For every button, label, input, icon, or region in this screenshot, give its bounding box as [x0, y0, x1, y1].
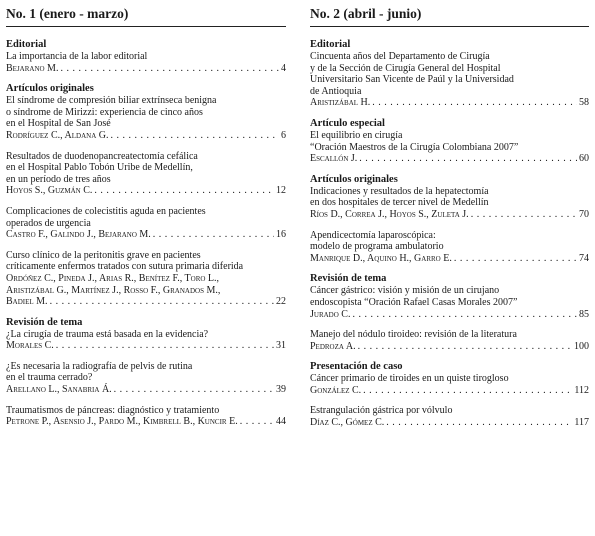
article-title-line: “Oración Maestros de la Cirugía Colombiana 2007” [310, 141, 519, 153]
section-revision-de-tema [310, 273, 589, 352]
section-articulo-especial [310, 118, 589, 165]
page-number: 31 [276, 340, 286, 352]
article-authors: Badiel M. [6, 296, 48, 308]
section-articulos-originales [6, 83, 286, 308]
dot-leader [358, 341, 572, 353]
article-authors: Jurado C. [310, 308, 351, 320]
page-number: 39 [276, 384, 286, 396]
article-authors: Petrone P., Asensio J., Pardo M., Kimbrell B., Kuncir E. [6, 416, 238, 428]
page-number: 4 [281, 62, 286, 74]
dot-leader [359, 153, 577, 165]
page-number: 112 [574, 384, 589, 396]
article-entry[interactable] [310, 230, 589, 265]
issue-column-2 [310, 0, 589, 429]
article-entry[interactable] [310, 373, 589, 396]
page-number: 58 [579, 97, 589, 109]
section-title: Editorial [310, 39, 351, 50]
article-authors: Aristizábal H. [310, 97, 371, 109]
article-title-line: El síndrome de compresión biliar extrínseca benigna [6, 95, 217, 107]
article-entry[interactable] [6, 405, 286, 428]
article-title-line: en el Hospital Pablo Tobón Uribe de Medellín, [6, 162, 193, 174]
article-title-line: Universitario San Vicente de Paúl y la Universidad [310, 74, 514, 86]
article-title-line: en un período de tres años [6, 173, 111, 185]
article-authors: Arellano L., Sanabria Á. [6, 384, 112, 396]
article-entry[interactable] [6, 250, 286, 308]
dot-leader [114, 384, 274, 396]
dot-leader [240, 416, 274, 428]
section-editorial [6, 39, 286, 74]
article-title-line: de Antioquia [310, 85, 362, 97]
page-number: 85 [579, 308, 589, 320]
article-authors: Hoyos S., Guzmán C. [6, 185, 93, 197]
dot-leader [471, 209, 577, 221]
dot-leader [352, 309, 577, 321]
section-revision-de-tema [6, 317, 286, 428]
article-title-line: Complicaciones de colecistitis aguda en pacientes [6, 205, 206, 217]
page-number: 6 [281, 129, 286, 141]
page-number: 74 [579, 252, 589, 264]
page-number: 44 [276, 416, 286, 428]
article-entry[interactable] [310, 51, 589, 109]
article-title-line: Cáncer primario de tiroides en un quiste tirogloso [310, 373, 509, 385]
article-entry[interactable] [310, 130, 589, 165]
page-number: 117 [574, 417, 589, 429]
section-articulos-originales [310, 174, 589, 265]
article-title-line: Resultados de duodenopancreatectomía cefálica [6, 150, 198, 162]
article-title-line: El equilibrio en cirugía [310, 129, 403, 141]
dot-leader [56, 340, 274, 352]
dot-leader [111, 130, 279, 142]
article-entry[interactable] [310, 405, 589, 428]
page-number: 100 [574, 340, 589, 352]
article-authors: Castro F., Galindo J., Bejarano M. [6, 229, 151, 241]
article-entry[interactable] [6, 95, 286, 141]
article-authors: Morales C. [6, 340, 54, 352]
article-title-line: en el Hospital de San José [6, 118, 111, 130]
dot-leader [454, 253, 577, 265]
article-title-line: Curso clínico de la peritonitis grave en pacientes [6, 249, 201, 261]
article-entry[interactable] [6, 51, 286, 74]
article-title-line: operados de urgencia [6, 217, 91, 229]
dot-leader [372, 97, 577, 109]
article-entry[interactable] [310, 285, 589, 320]
article-entry[interactable] [6, 329, 286, 352]
issue-heading: No. 1 (enero - marzo) [6, 6, 286, 27]
section-title: Artículo especial [310, 117, 385, 129]
article-title-line: en el trauma cerrado? [6, 372, 93, 384]
article-title-line: Traumatismos de páncreas: diagnóstico y tratamiento [6, 404, 220, 416]
article-title-line: críticamente enfermos tratados con sutura primaria diferida [6, 261, 244, 273]
article-authors: Díaz C., Gómez C. [310, 417, 385, 429]
article-authors: Pedroza A. [310, 340, 356, 352]
article-entry[interactable] [310, 329, 589, 352]
article-title-line: Cincuenta años del Departamento de Cirugía [310, 51, 490, 62]
article-title-line: Indicaciones y resultados de la hepatectomía [310, 185, 489, 197]
article-authors: Ríos D., Correa J., Hoyos S., Zuleta J. [310, 208, 469, 220]
article-title-line: Manejo del nódulo tiroideo: revisión de la literatura [310, 329, 517, 341]
section-presentacion-de-caso [310, 361, 589, 428]
issue-heading: No. 2 (abril - junio) [310, 6, 589, 27]
dot-leader [94, 185, 274, 197]
article-authors: Rodríguez C., Aldana G. [6, 129, 109, 141]
article-authors: Escallón J. [310, 153, 358, 165]
article-title-line: en dos hospitales de tercer nivel de Medellín [310, 197, 489, 209]
article-title-line: o síndrome de Mirizzi: experiencia de cinco años [6, 106, 203, 118]
page-number: 22 [276, 296, 286, 308]
dot-leader [60, 63, 279, 75]
page-number: 16 [276, 229, 286, 241]
dot-leader [153, 229, 274, 241]
article-title-line: La importancia de la labor editorial [6, 51, 148, 62]
dot-leader [50, 296, 274, 308]
article-title-line: ¿La cirugía de trauma está basada en la evidencia? [6, 328, 209, 340]
article-authors: Aristizábal G., Martínez J., Rosso F., Granados M., [6, 284, 221, 296]
section-title: Editorial [6, 39, 47, 50]
section-title: Artículos originales [310, 173, 398, 185]
article-authors: Manrique D., Aquino H., Garro E. [310, 252, 452, 264]
dot-leader [386, 417, 572, 429]
article-title-line: y de la Sección de Cirugía General del Hospital [310, 62, 501, 74]
article-title-line: ¿Es necesaria la radiografía de pelvis de rutina [6, 360, 193, 372]
article-entry[interactable] [6, 206, 286, 241]
article-title-line: Apendicectomía laparoscópica: [310, 229, 436, 241]
page-number: 70 [579, 208, 589, 220]
article-entry[interactable] [310, 186, 589, 221]
article-title-line: Cáncer gástrico: visión y misión de un cirujano [310, 285, 500, 297]
article-title-line: endoscopista “Oración Rafael Casas Morales 2007” [310, 296, 518, 308]
page-number: 60 [579, 153, 589, 165]
article-title-line: modelo de programa ambulatorio [310, 241, 444, 253]
article-authors: Ordóñez C., Pineda J., Arias R., Benítez F., Toro L., [6, 272, 220, 284]
article-authors: Bejarano M. [6, 62, 59, 74]
issue-column-1 [6, 0, 286, 428]
dot-leader [363, 385, 572, 397]
article-authors: González C. [310, 384, 362, 396]
page-number: 12 [276, 185, 286, 197]
section-title: Artículos originales [6, 83, 94, 95]
article-title-line: Estrangulación gástrica por vólvulo [310, 405, 453, 417]
section-editorial [310, 39, 589, 109]
section-title: Revisión de tema [310, 273, 387, 285]
section-title: Presentación de caso [310, 361, 403, 373]
article-entry[interactable] [6, 151, 286, 197]
section-title: Revisión de tema [6, 316, 83, 328]
article-entry[interactable] [6, 361, 286, 396]
